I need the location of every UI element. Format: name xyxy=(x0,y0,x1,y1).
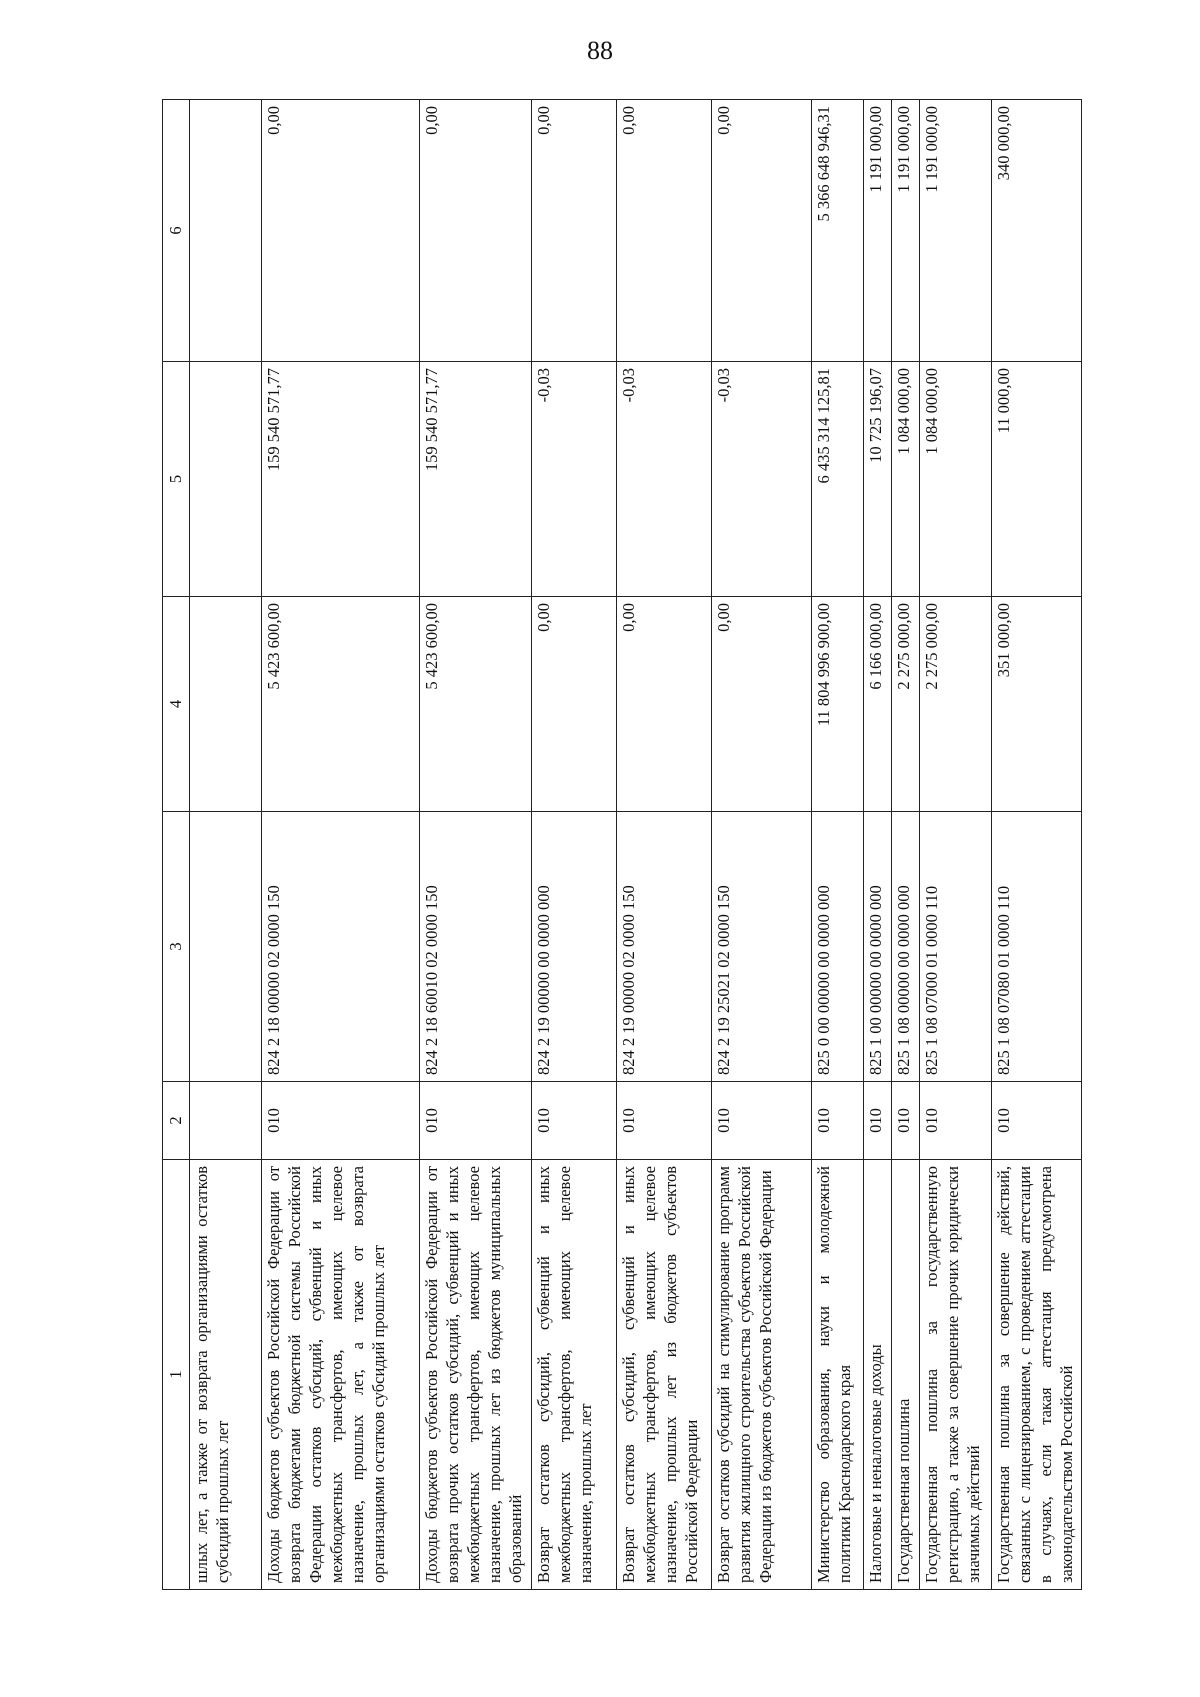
header-col-3: 3 xyxy=(163,812,190,1082)
row-plan-value: 351 000,00 xyxy=(992,597,1082,812)
row-name: Возврат остатков субсидий, субвенций и иных межбюджетных трансфертов, имеющих целевое назначение, прошлых лет из бюджетов субъектов Российской Федерации xyxy=(617,1160,712,1590)
row-budget-code: 824 2 19 00000 02 0000 150 xyxy=(617,812,712,1082)
row-name: Государственная пошлина xyxy=(892,1160,920,1590)
row-unexecuted-value: 0,00 xyxy=(712,100,812,362)
row-executed-value: 11 000,00 xyxy=(992,362,1082,597)
row-plan-value: 0,00 xyxy=(617,597,712,812)
table-row xyxy=(992,100,1082,1590)
header-row xyxy=(163,100,190,1590)
row-budget-code: 825 1 00 00000 00 0000 000 xyxy=(864,812,892,1082)
header-col-2: 2 xyxy=(163,1082,190,1160)
row-budget-code: 825 0 00 00000 00 0000 000 xyxy=(812,812,864,1082)
row-executed-value: -0,03 xyxy=(532,362,617,597)
table-row xyxy=(190,100,262,1590)
row-executed-value: 10 725 196,07 xyxy=(864,362,892,597)
row-line-code: 010 xyxy=(617,1082,712,1160)
row-line-code: 010 xyxy=(262,1082,420,1160)
row-budget-code xyxy=(190,812,262,1082)
row-line-code xyxy=(190,1082,262,1160)
table-row xyxy=(262,100,420,1590)
row-name: Налоговые и неналоговые доходы xyxy=(864,1160,892,1590)
row-executed-value: 1 084 000,00 xyxy=(920,362,992,597)
row-line-code: 010 xyxy=(892,1082,920,1160)
row-executed-value: 159 540 571,77 xyxy=(420,362,532,597)
rotated-table-container xyxy=(162,100,1076,1590)
row-plan-value: 0,00 xyxy=(712,597,812,812)
row-line-code: 010 xyxy=(812,1082,864,1160)
row-executed-value: 1 084 000,00 xyxy=(892,362,920,597)
row-unexecuted-value xyxy=(190,100,262,362)
row-name: Доходы бюджетов субъектов Российской Федерации от возврата бюджетами бюджетной системы Российской Федерации остатков субсидий, субвенций и иных межбюджетных трансфертов, имеющих целевое назначение, прошлых лет, а также от возврата организациями остатков субсидий прошлых лет xyxy=(262,1160,420,1590)
row-budget-code: 824 2 18 00000 02 0000 150 xyxy=(262,812,420,1082)
row-plan-value: 11 804 996 900,00 xyxy=(812,597,864,812)
row-budget-code: 825 1 08 00000 00 0000 000 xyxy=(892,812,920,1082)
header-col-5: 5 xyxy=(163,362,190,597)
header-col-6: 6 xyxy=(163,100,190,362)
row-unexecuted-value: 340 000,00 xyxy=(992,100,1082,362)
row-executed-value: -0,03 xyxy=(617,362,712,597)
page-number: 88 xyxy=(587,36,613,65)
row-name: Государственная пошлина за государственную регистрацию, а также за совершение прочих юридически значимых действий xyxy=(920,1160,992,1590)
row-line-code: 010 xyxy=(992,1082,1082,1160)
table-row xyxy=(712,100,812,1590)
row-plan-value xyxy=(190,597,262,812)
row-executed-value: 6 435 314 125,81 xyxy=(812,362,864,597)
table-row xyxy=(420,100,532,1590)
table-row xyxy=(812,100,864,1590)
row-name: Доходы бюджетов субъектов Российской Федерации от возврата прочих остатков субсидий, субвенций и иных межбюджетных трансфертов, имеющих целевое назначение, прошлых лет из бюджетов муниципальных образований xyxy=(420,1160,532,1590)
row-name: Возврат остатков субсидий на стимулирование программ развития жилищного строительства субъектов Российской Федерации из бюджетов субъектов Российской Федерации xyxy=(712,1160,812,1590)
table-row xyxy=(864,100,892,1590)
table-row xyxy=(920,100,992,1590)
row-executed-value xyxy=(190,362,262,597)
row-budget-code: 824 2 19 25021 02 0000 150 xyxy=(712,812,812,1082)
budget-revenue-table xyxy=(162,99,1082,1590)
table-row xyxy=(892,100,920,1590)
row-executed-value: 159 540 571,77 xyxy=(262,362,420,597)
row-line-code: 010 xyxy=(864,1082,892,1160)
row-name: Государственная пошлина за совершение действий, связанных с лицензированием, с проведением аттестации в случаях, если такая аттестация предусмотрена законодательством Российской xyxy=(992,1160,1082,1590)
row-line-code: 010 xyxy=(532,1082,617,1160)
row-name: Министерство образования, науки и молодежной политики Краснодарского края xyxy=(812,1160,864,1590)
row-unexecuted-value: 0,00 xyxy=(262,100,420,362)
row-line-code: 010 xyxy=(420,1082,532,1160)
row-unexecuted-value: 1 191 000,00 xyxy=(920,100,992,362)
row-plan-value: 0,00 xyxy=(532,597,617,812)
row-executed-value: -0,03 xyxy=(712,362,812,597)
table-row xyxy=(617,100,712,1590)
row-plan-value: 5 423 600,00 xyxy=(420,597,532,812)
row-plan-value: 5 423 600,00 xyxy=(262,597,420,812)
row-budget-code: 825 1 08 07080 01 0000 110 xyxy=(992,812,1082,1082)
header-col-1: 1 xyxy=(163,1160,190,1590)
row-unexecuted-value: 1 191 000,00 xyxy=(864,100,892,362)
row-unexecuted-value: 0,00 xyxy=(617,100,712,362)
row-budget-code: 825 1 08 07000 01 0000 110 xyxy=(920,812,992,1082)
row-budget-code: 824 2 19 00000 00 0000 000 xyxy=(532,812,617,1082)
row-line-code: 010 xyxy=(920,1082,992,1160)
row-plan-value: 2 275 000,00 xyxy=(892,597,920,812)
row-unexecuted-value: 0,00 xyxy=(532,100,617,362)
row-unexecuted-value: 5 366 648 946,31 xyxy=(812,100,864,362)
row-name: Возврат остатков субсидий, субвенций и иных межбюджетных трансфертов, имеющих целевое назначение, прошлых лет xyxy=(532,1160,617,1590)
table-row xyxy=(532,100,617,1590)
row-unexecuted-value: 0,00 xyxy=(420,100,532,362)
row-name: шлых лет, а также от возврата организациями остатков субсидий прошлых лет xyxy=(190,1160,262,1590)
row-budget-code: 824 2 18 60010 02 0000 150 xyxy=(420,812,532,1082)
row-plan-value: 2 275 000,00 xyxy=(920,597,992,812)
header-col-4: 4 xyxy=(163,597,190,812)
row-plan-value: 6 166 000,00 xyxy=(864,597,892,812)
row-line-code: 010 xyxy=(712,1082,812,1160)
row-unexecuted-value: 1 191 000,00 xyxy=(892,100,920,362)
